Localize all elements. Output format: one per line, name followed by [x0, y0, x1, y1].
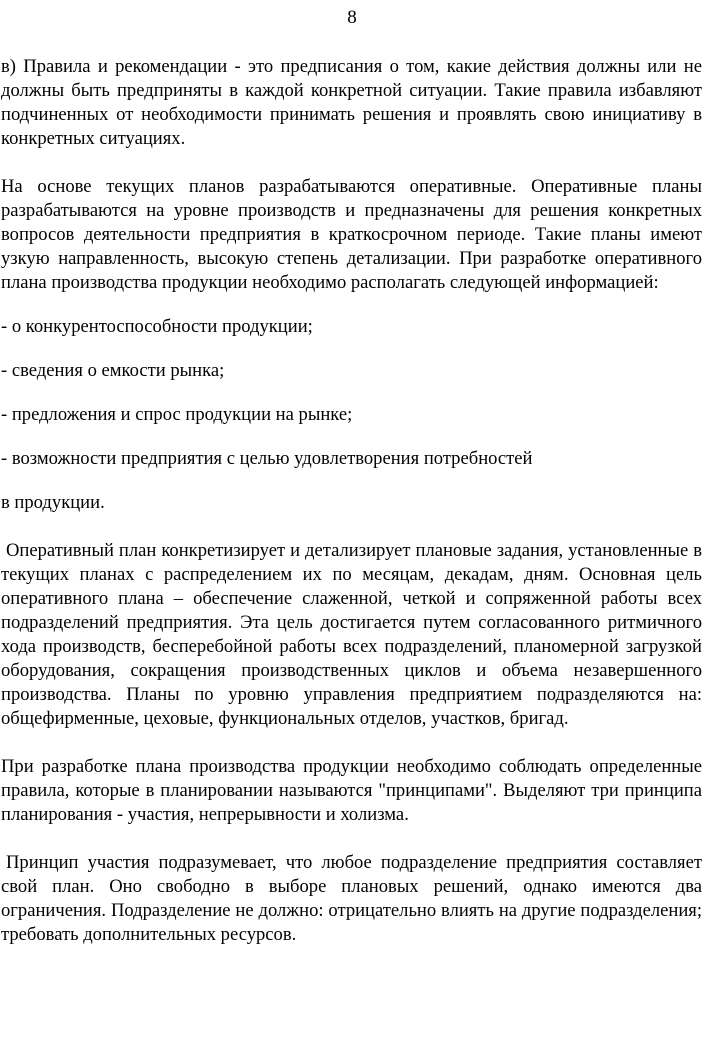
list-item-enterprise-capabilities: - возможности предприятия с целью удовлетворения потребностей — [1, 448, 533, 469]
list-item-market-capacity: - сведения о емкости рынка; — [1, 360, 225, 381]
page-number: 8 — [347, 7, 357, 28]
list-item-competitiveness: - о конкурентоспособности продукции; — [1, 316, 313, 337]
paragraph-operational-plans: На основе текущих планов разрабатываются оперативные. Оперативные планы разрабатываются на уровне производств и предназначены для решения конкретных вопросов деятельности предприятия в краткосрочном периоде. Такие планы имеют узкую направленность, высокую степень детализации. При разработке оперативного плана производства продукции необходимо располагать следующей информацией: — [1, 176, 702, 293]
list-item-supply-demand: - предложения и спрос продукции на рынке; — [1, 404, 353, 425]
paragraph-rules-recommendations: в) Правила и рекомендации - это предписания о том, какие действия должны или не должны быть предприняты в каждой конкретной ситуации. Такие правила избавляют подчиненных от необходимости принимать решения и проявлять свою инициативу в конкретных ситуациях. — [1, 56, 702, 149]
paragraph-participation-principle: Принцип участия подразумевает, что любое подразделение предприятия составляет свой план. Оно свободно в выборе плановых решений, однако имеются два ограничения. Подразделение не должно: отрицательно влиять на другие подразделения; требовать дополнительных ресурсов. — [1, 852, 702, 945]
paragraph-planning-principles: При разработке плана производства продукции необходимо соблюдать определенные правила, которые в планировании называются "принципами". Выделяют три принципа планирования - участия, непрерывности и холизма. — [1, 756, 702, 825]
list-item-continuation: в продукции. — [1, 492, 105, 513]
paragraph-operational-plan-detail: Оперативный план конкретизирует и детализирует плановые задания, установленные в текущих планах с распределением их по месяцам, декадам, дням. Основная цель оперативного плана – обеспечение слаженной, четкой и сопряженной работы всех подразделений предприятия. Эта цель достигается путем согласованного ритмичного хода производств, бесперебойной работы всех подразделений, планомерной загрузкой оборудования, сокращения производственных циклов и объема незавершенного производства. Планы по уровню управления предприятием подразделяются на: общефирменные, цеховые, функциональных отделов, участков, бригад. — [1, 540, 702, 729]
page-body — [1, 55, 702, 947]
